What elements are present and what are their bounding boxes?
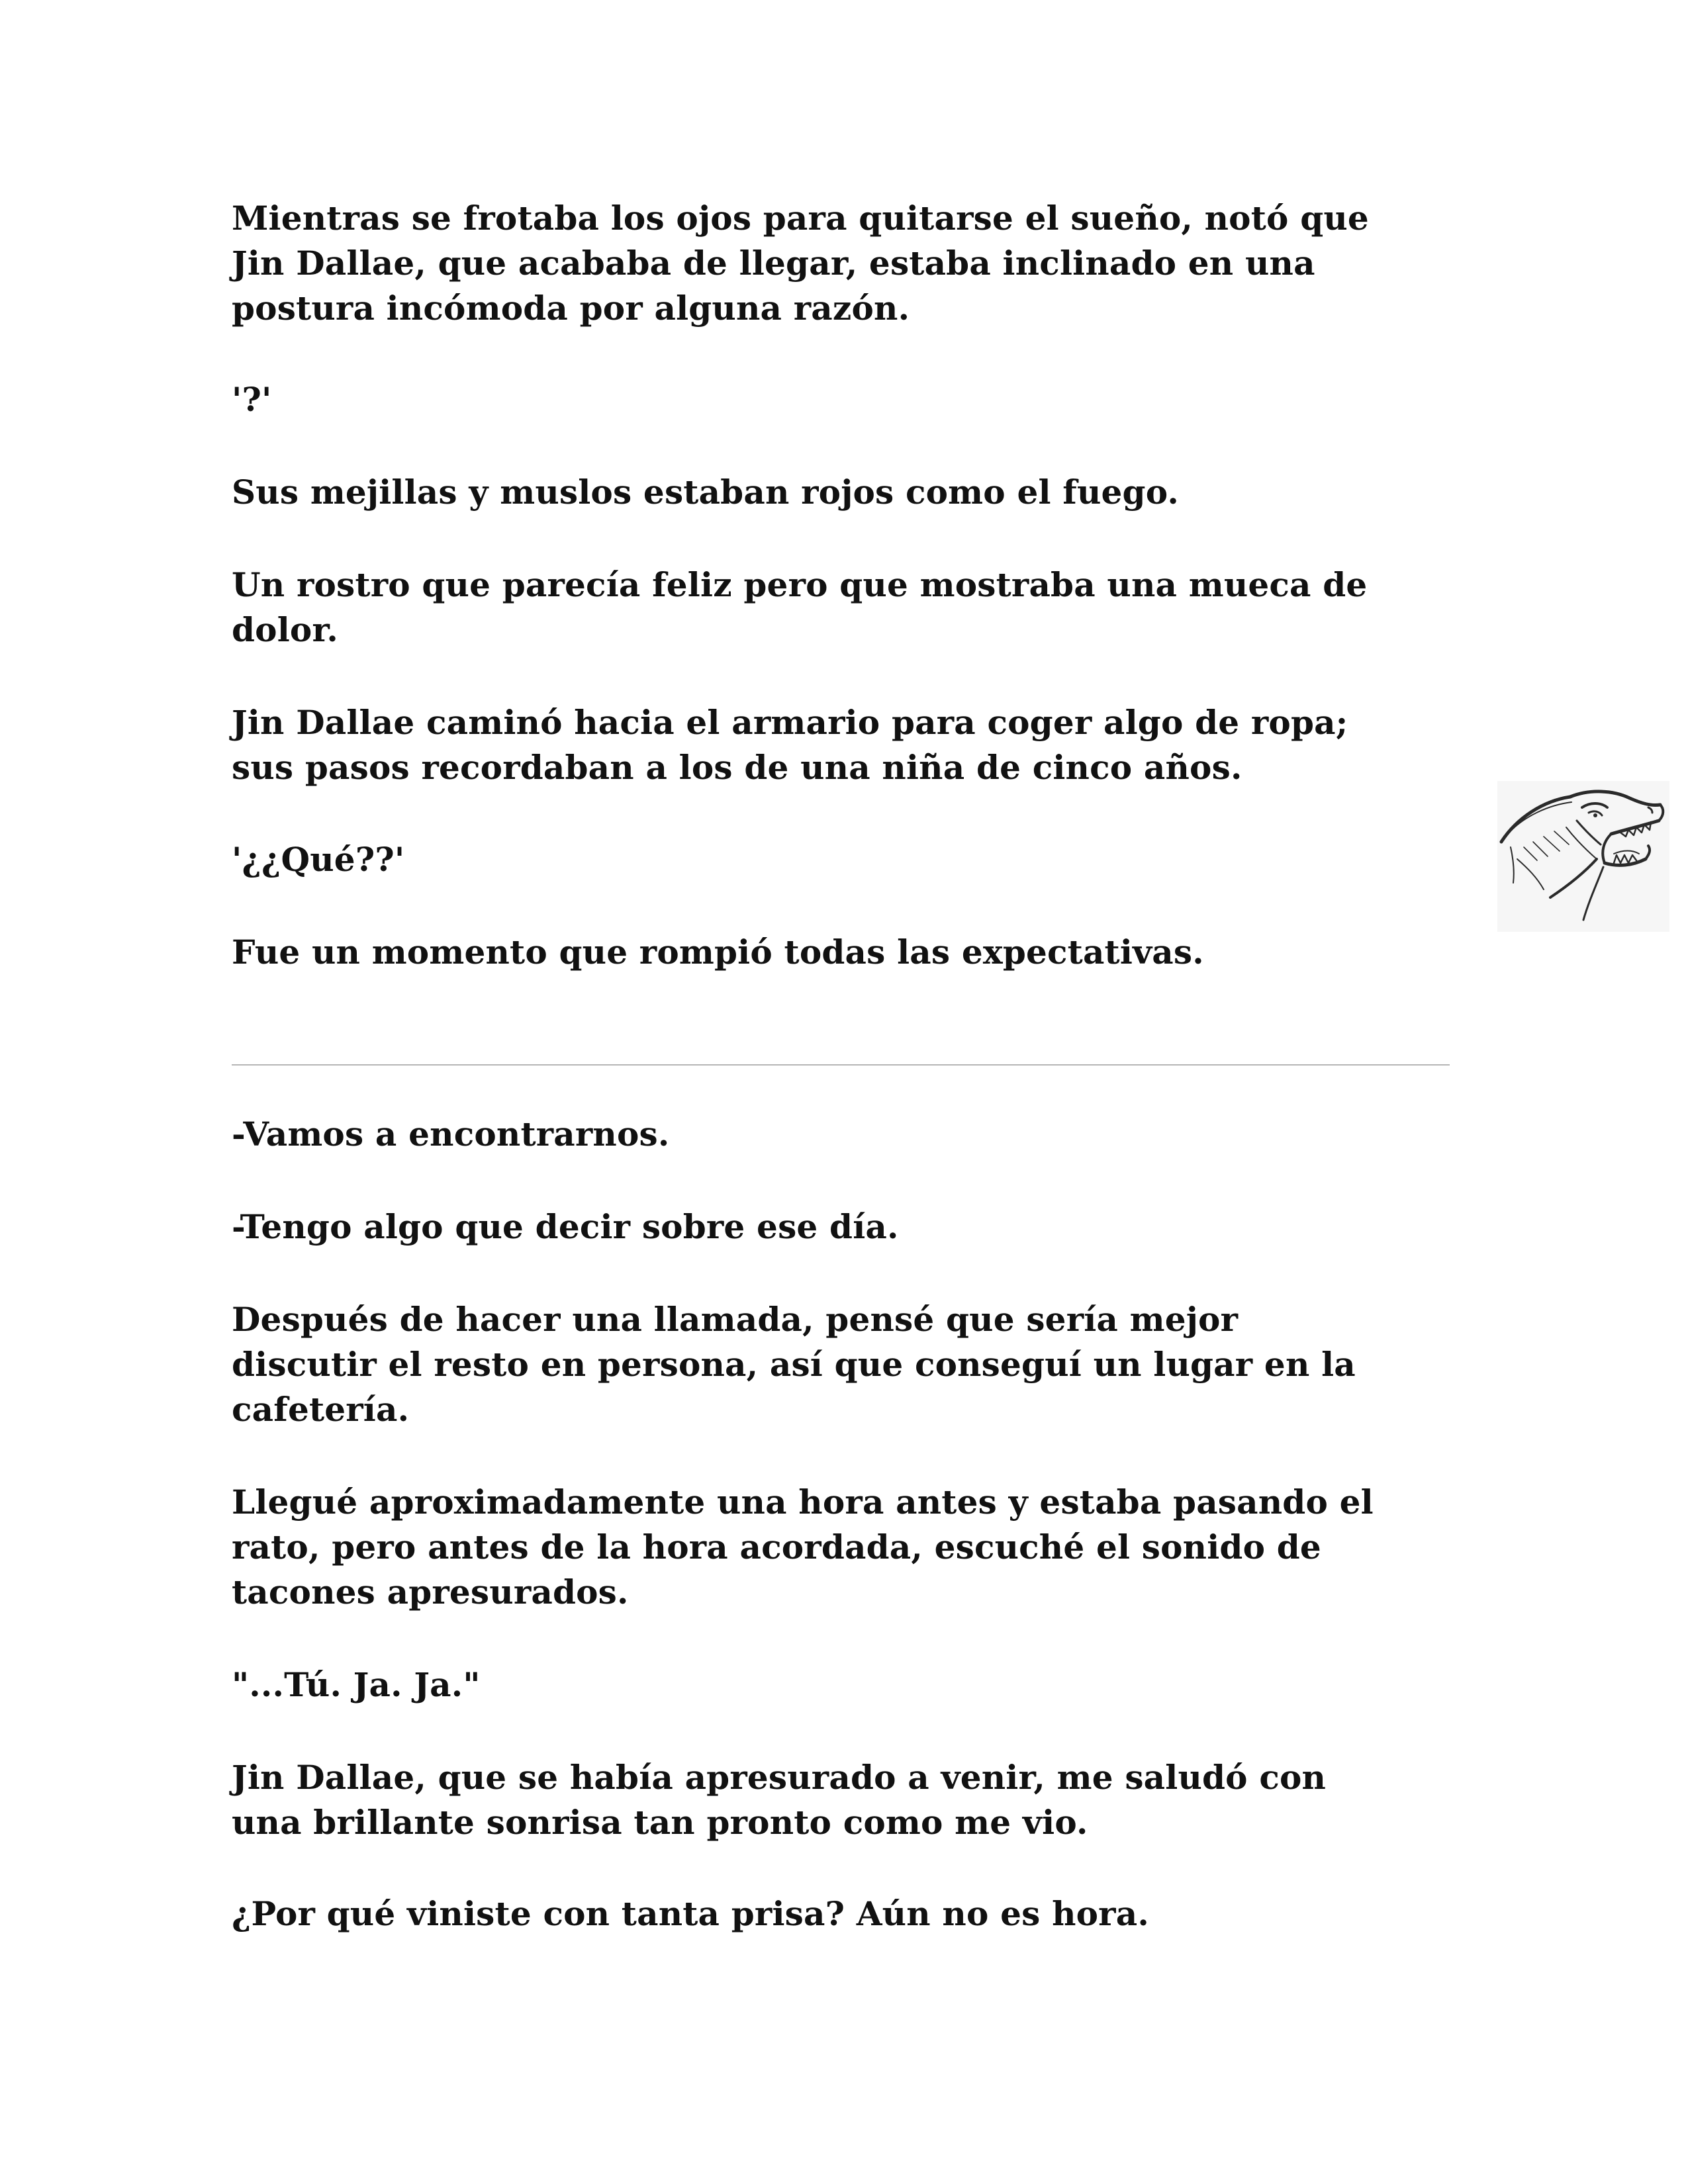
paragraph-after-call: Después de hacer una llamada, pensé que sería mejor discutir el resto en persona, así que conseguí un lugar en la cafetería. xyxy=(232,1300,1356,1429)
paragraph-walked-to-closet: Jin Dallae caminó hacia el armario para coger algo de ropa; sus pasos recordaban a los de una niña de cinco años. xyxy=(232,703,1348,787)
paragraph-face-grimace: Un rostro que parecía feliz pero que mostraba una mueca de dolor. xyxy=(232,565,1368,649)
paragraph-lets-meet: -Vamos a encontrarnos. xyxy=(232,1115,670,1154)
section-divider xyxy=(232,1064,1450,1066)
paragraph-arrived-early: Llegué aproximadamente una hora antes y estaba pasando el rato, pero antes de la hora acordada, escuché el sonido de tacones apresurados. xyxy=(232,1482,1374,1612)
paragraph-something-to-say: -Tengo algo que decir sobre ese día. xyxy=(232,1207,899,1246)
paragraph-cheeks-red: Sus mejillas y muslos estaban rojos como el fuego. xyxy=(232,473,1179,512)
paragraph-greeted-smile: Jin Dallae, que se había apresurado a venir, me saludó con una brillante sonrisa tan pronto como me vio. xyxy=(232,1758,1327,1842)
paragraph-waking-up: Mientras se frotaba los ojos para quitarse el sueño, notó que Jin Dallae, que acababa de llegar, estaba inclinado en una postura incómoda por alguna razón. xyxy=(232,199,1369,328)
dinosaur-head-sketch-icon xyxy=(1497,781,1669,932)
paragraph-laugh: "...Tú. Ja. Ja." xyxy=(232,1665,481,1704)
paragraph-what: '¿¿Qué??' xyxy=(232,840,405,879)
paragraph-question-mark: '?' xyxy=(232,380,272,419)
paragraph-broke-expectations: Fue un momento que rompió todas las expectativas. xyxy=(232,933,1204,972)
paragraph-why-hurry: ¿Por qué viniste con tanta prisa? Aún no es hora. xyxy=(232,1894,1149,1933)
